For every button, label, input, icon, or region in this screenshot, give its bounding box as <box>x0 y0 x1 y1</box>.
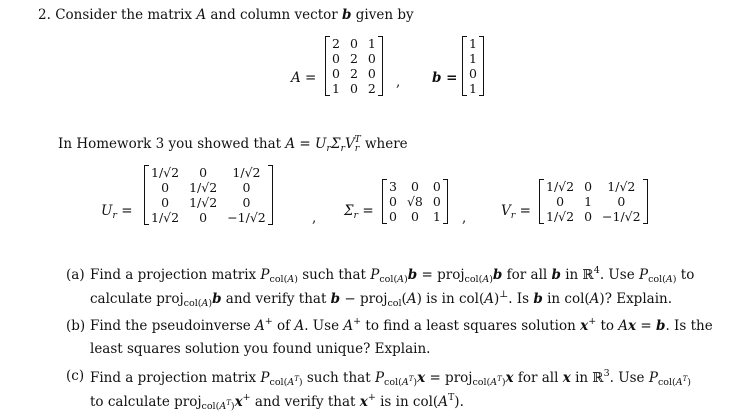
Ur-cell: 1/√2 <box>189 180 218 195</box>
vectorB-cell: 1 <box>469 81 477 96</box>
intro-text-and: and column vector <box>210 7 338 23</box>
part-a-line2: calculate proj$_{col(A)}$b and verify that b − proj$_{col}$(A) is in col(A)⊥. Is b in col(A)? Explain. <box>90 289 672 309</box>
part-a-line1: Find a projection matrix $P_{col(A)}$ such that $P_{col(A)}b$ = proj$_{col(A)}$b for all b in ℝ$^4$. Use $P_{col(A)}$ to <box>90 265 695 285</box>
problem-number: 2. <box>38 7 51 23</box>
Ur-cell: 1/√2 <box>232 165 261 180</box>
matrixA-cell: 2 <box>332 36 340 51</box>
Sigma-row <box>384 209 446 224</box>
vectorB-cell: 1 <box>469 36 477 51</box>
part-c-line2: to calculate proj$_{col(A^T)}$x+ and verify that x+ is in $col(A^T)$. <box>90 392 464 413</box>
Vr-cell: 0 <box>584 179 593 194</box>
matrixA-cell: 0 <box>332 51 340 66</box>
svd-formula: $A = U_r\Sigma_rV_r^T$ <box>285 134 361 154</box>
matrix-sigma <box>384 179 446 224</box>
Ur-cell: 1/√2 <box>151 210 180 225</box>
Vr-cell: 1/√2 <box>546 209 575 224</box>
intro-text: Consider the matrix <box>55 7 193 23</box>
comma: , <box>462 210 467 226</box>
Sigma-cell: 1 <box>432 209 441 224</box>
vector-b-label: b = <box>432 70 458 86</box>
intro-vector-symbol: b <box>342 7 352 23</box>
intro-matrix-symbol: A <box>196 7 207 23</box>
Vr-cell: 0 <box>556 194 565 209</box>
matrixA-cell: 0 <box>349 36 358 51</box>
Sigma-row <box>384 179 446 194</box>
matrixA-row <box>327 36 381 51</box>
matrixA-cell: 2 <box>349 66 358 81</box>
matrixA-cell: 0 <box>367 66 376 81</box>
Sigma-cell: 0 <box>410 209 419 224</box>
Sigma-cell: 0 <box>410 179 419 194</box>
matrixA-cell: 0 <box>367 51 376 66</box>
matrixA-cell: 1 <box>367 36 376 51</box>
matrixA-cell: 2 <box>367 81 376 96</box>
matrix-a-label: A = <box>291 70 317 86</box>
homework-where: where <box>364 136 408 152</box>
Ur-cell: 1/√2 <box>189 195 218 210</box>
Vr-cell: 1/√2 <box>607 179 636 194</box>
Sigma-row <box>384 194 446 209</box>
part-b-label: (b) <box>66 318 86 334</box>
matrixA-row <box>327 81 381 96</box>
Ur-cell: 0 <box>242 195 251 210</box>
matrix-a <box>327 36 381 96</box>
part-c-label: (c) <box>66 368 85 384</box>
Ur-row <box>146 180 271 195</box>
Sigma-cell: 0 <box>432 194 441 209</box>
part-b-line2: least squares solution you found unique? Explain. <box>90 341 431 357</box>
part-c-line1: Find a projection matrix $P_{col(A^T)}$ such that $P_{col(A^T)}x$ = proj$_{col(A^T)}$x for all x in ℝ$^3$. Use $P_{col(A^T)}$ <box>90 368 691 389</box>
Ur-row <box>146 210 271 225</box>
sigma-label: $\Sigma_r$ = <box>344 203 374 221</box>
Vr-cell: 1/√2 <box>546 179 575 194</box>
Vr-row <box>541 209 646 224</box>
homework-line <box>58 136 408 154</box>
Ur-cell: 1/√2 <box>151 165 180 180</box>
Ur-cell: 0 <box>161 195 170 210</box>
Vr-row <box>541 179 646 194</box>
Sigma-cell: 0 <box>389 209 397 224</box>
matrixA-cell: 2 <box>349 51 358 66</box>
homework-text: In Homework 3 you showed that <box>58 136 282 152</box>
Ur-cell: −1/√2 <box>227 210 266 225</box>
ur-label: $U_r$ = <box>101 203 133 221</box>
Ur-cell: 0 <box>242 180 251 195</box>
part-a-label: (a) <box>66 267 85 283</box>
matrixA-row <box>327 66 381 81</box>
Sigma-cell: 0 <box>389 194 397 209</box>
Ur-cell: 0 <box>199 210 208 225</box>
Vr-cell: 0 <box>584 209 593 224</box>
Ur-row <box>146 165 271 180</box>
Sigma-cell: 3 <box>389 179 397 194</box>
problem-header <box>38 7 414 23</box>
vectorB-cell: 0 <box>469 66 477 81</box>
part-b-line1: Find the pseudoinverse A+ of A. Use A+ to find a least squares solution x+ to Ax = b. Is the <box>90 316 713 334</box>
matrixA-cell: 0 <box>349 81 358 96</box>
vr-label: $V_r$ = <box>501 203 531 221</box>
matrixA-cell: 0 <box>332 66 340 81</box>
Ur-cell: 0 <box>161 180 170 195</box>
matrixA-cell: 1 <box>332 81 340 96</box>
Sigma-cell: 0 <box>432 179 441 194</box>
matrix-ur <box>146 165 271 225</box>
Vr-row <box>541 194 646 209</box>
matrix-vr <box>541 179 646 224</box>
intro-text-end: given by <box>355 7 414 23</box>
matrixA-row <box>327 51 381 66</box>
Ur-row <box>146 195 271 210</box>
Ur-cell: 0 <box>199 165 208 180</box>
Vr-cell: 0 <box>617 194 626 209</box>
vector-b <box>464 36 482 96</box>
Vr-cell: 1 <box>584 194 593 209</box>
comma: , <box>396 74 401 90</box>
Sigma-cell: √8 <box>406 194 423 209</box>
comma: , <box>312 210 317 226</box>
Vr-cell: −1/√2 <box>602 209 641 224</box>
vectorB-cell: 1 <box>469 51 477 66</box>
